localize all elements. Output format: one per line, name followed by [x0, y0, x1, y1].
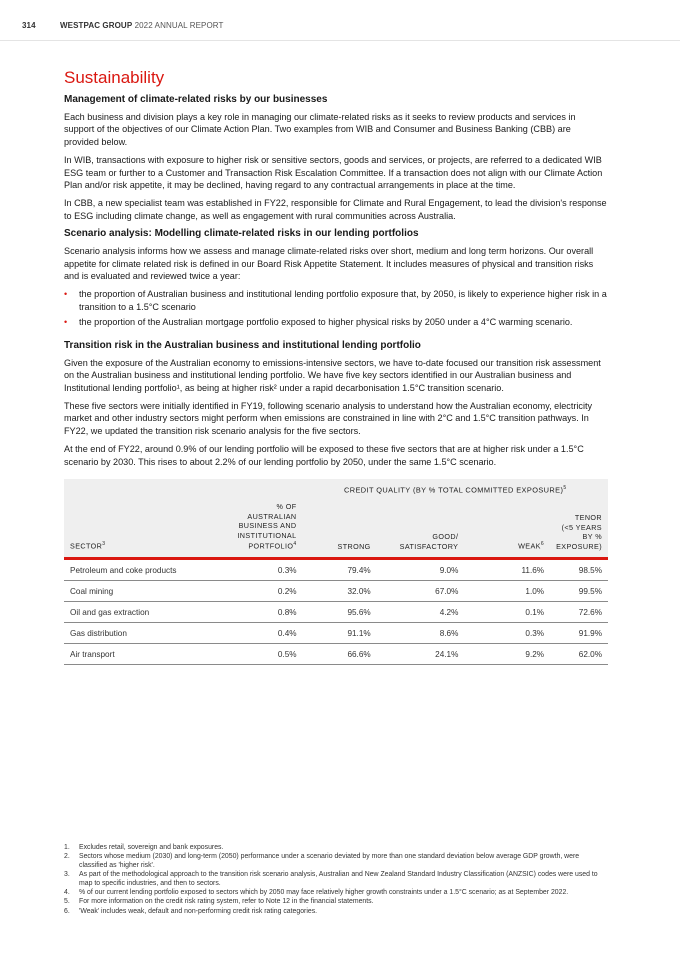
- column-header-strong: STRONG: [303, 498, 377, 557]
- table-row: [64, 623, 608, 644]
- cell-portfolio: 0.5%: [213, 644, 303, 665]
- credit-quality-group-header: CREDIT QUALITY (BY % TOTAL COMMITTED EXPOSURE)$^5$: [303, 479, 608, 498]
- footnote: 1. Excludes retail, sovereign and bank exposures.: [64, 844, 608, 852]
- cell-strong: 66.6%: [303, 644, 377, 665]
- table-row: [64, 560, 608, 581]
- cell-weak: 1.0%: [464, 581, 550, 602]
- cell-tenor: 72.6%: [550, 602, 608, 623]
- cell-strong: 91.1%: [303, 623, 377, 644]
- main-content: [64, 68, 608, 665]
- column-header-good-satisfactory: GOOD/ SATISFACTORY: [377, 498, 465, 557]
- footnote: 4. % of our current lending portfolio exposed to sectors which by 2050 may face relatively higher growth constraints under a 1.5°C scenario; as at September 2022.: [64, 889, 608, 897]
- table-row: [64, 644, 608, 665]
- table-header-spacer: [64, 479, 303, 498]
- footnote: 5. For more information on the credit risk rating system, refer to Note 12 in the financial statements.: [64, 898, 608, 906]
- cell-good: 67.0%: [377, 581, 465, 602]
- section-heading-transition-risk: Transition risk in the Australian business and institutional lending portfolio: [64, 339, 421, 351]
- column-header-portfolio: % OF AUSTRALIAN BUSINESS AND INSTITUTIONAL PORTFOLIO$^4$: [213, 498, 303, 557]
- cell-good: 9.0%: [377, 560, 465, 581]
- cell-weak: 9.2%: [464, 644, 550, 665]
- header-divider: [0, 40, 680, 41]
- cell-sector: Gas distribution: [64, 623, 213, 644]
- paragraph: These five sectors were initially identified in FY19, following scenario analysis to understand how the Australian economy, electricity market and other industry sectors might perform when emissions are constrained in line with 2°C and 1.5°C transition pathways. In FY22, we updated the transition risk scenario analysis for the five sectors.: [64, 400, 593, 436]
- cell-weak: 0.1%: [464, 602, 550, 623]
- column-header-weak: WEAK$^6$: [464, 498, 550, 557]
- page-number: 314: [22, 21, 36, 30]
- cell-good: 4.2%: [377, 602, 465, 623]
- paragraph: At the end of FY22, around 0.9% of our lending portfolio will be exposed to these five sectors that are at higher risk under a 1.5°C scenario by 2030. This rises to about 2.2% of our lending portfolio by 2050, under the same 1.5°C scenario.: [64, 444, 584, 467]
- bullet-list: [64, 288, 608, 328]
- cell-good: 24.1%: [377, 644, 465, 665]
- cell-weak: 11.6%: [464, 560, 550, 581]
- cell-good: 8.6%: [377, 623, 465, 644]
- paragraph: Scenario analysis informs how we assess and manage climate-related risks over short, medium and long term horizons. Our overall appetite for climate related risk is defined in our Board Risk Appetite Statement. It includes measures of physical and transition risks and is evaluated and reviewed twice a year:: [64, 246, 594, 282]
- sector-risk-table: [64, 479, 608, 665]
- cell-sector: Petroleum and coke products: [64, 560, 213, 581]
- cell-tenor: 98.5%: [550, 560, 608, 581]
- section-heading-management: Management of climate-related risks by our businesses: [64, 94, 328, 105]
- footnote: 3. As part of the methodological approach to the transition risk scenario analysis, Australian and New Zealand Standard Industry Classification (ANZSIC) codes were used to map to specific industries, and then to sectors.: [64, 871, 608, 888]
- paragraph: Given the exposure of the Australian economy to emissions-intensive sectors, we have to-date focused our transition risk assessment on the Australian business and institutional lending portfolio. We have five key sectors identified in our Australian business and Institutional lending portfolio¹, as being at higher risk² under a rapid decarbonisation 1.5°C transition scenario.: [64, 357, 601, 393]
- brand-name: WESTPAC GROUP: [59, 21, 133, 30]
- column-header-tenor: TENOR (<5 YEARS BY % EXPOSURE): [550, 498, 608, 557]
- cell-strong: 79.4%: [303, 560, 377, 581]
- cell-tenor: 91.9%: [550, 623, 608, 644]
- cell-portfolio: 0.2%: [213, 581, 303, 602]
- bullet-item: • the proportion of Australian business and institutional lending portfolio exposure that, by 2050, is likely to experience higher risk in a transition to a 1.5°C scenario: [64, 288, 608, 313]
- paragraph: In CBB, a new specialist team was established in FY22, responsible for Climate and Rural Engagement, to lead the division's response to ESG including climate change, as well as engagement with rural communities across Australia.: [64, 198, 607, 221]
- table-row: [64, 581, 608, 602]
- page-header: [22, 21, 224, 30]
- table-row: [64, 602, 608, 623]
- footnotes: [64, 844, 608, 917]
- cell-tenor: 62.0%: [550, 644, 608, 665]
- bullet-item: • the proportion of the Australian mortgage portfolio exposed to higher physical risks by 2050 under a 4°C warming scenario.: [64, 316, 608, 328]
- report-name: 2022 ANNUAL REPORT: [134, 21, 224, 30]
- paragraph: In WIB, transactions with exposure to higher risk or sensitive sectors, goods and services, or projects, are referred to a dedicated WIB ESG team or further to a Customer and Transaction Risk Escalation Committee. If a transaction does not align with our Climate Action Plan and/or risk appetite, it may be declined, having regard to any contractual arrangements in place at the time.: [64, 155, 603, 191]
- cell-strong: 95.6%: [303, 602, 377, 623]
- footnote: 6. 'Weak' includes weak, default and non-performing credit risk rating categories.: [64, 908, 608, 916]
- paragraph: Each business and division plays a key role in managing our climate-related risks as it seeks to review products and services in support of the objectives of our Climate Action Plan. Two examples from WIB and Consumer and Business Banking (CBB) are provided below.: [64, 112, 576, 147]
- cell-weak: 0.3%: [464, 623, 550, 644]
- cell-strong: 32.0%: [303, 581, 377, 602]
- cell-sector: Air transport: [64, 644, 213, 665]
- cell-tenor: 99.5%: [550, 581, 608, 602]
- cell-portfolio: 0.3%: [213, 560, 303, 581]
- page-title: Sustainability: [64, 68, 165, 87]
- section-heading-scenario-analysis: Scenario analysis: Modelling climate-related risks in our lending portfolios: [64, 228, 419, 240]
- cell-portfolio: 0.4%: [213, 623, 303, 644]
- footnote: 2. Sectors whose medium (2030) and long-term (2050) performance under a scenario deviated by more than one standard deviation below average GDP growth, were classified as 'higher risk'.: [64, 853, 608, 870]
- cell-sector: Coal mining: [64, 581, 213, 602]
- cell-portfolio: 0.8%: [213, 602, 303, 623]
- column-header-sector: SECTOR$^3$: [64, 498, 213, 557]
- cell-sector: Oil and gas extraction: [64, 602, 213, 623]
